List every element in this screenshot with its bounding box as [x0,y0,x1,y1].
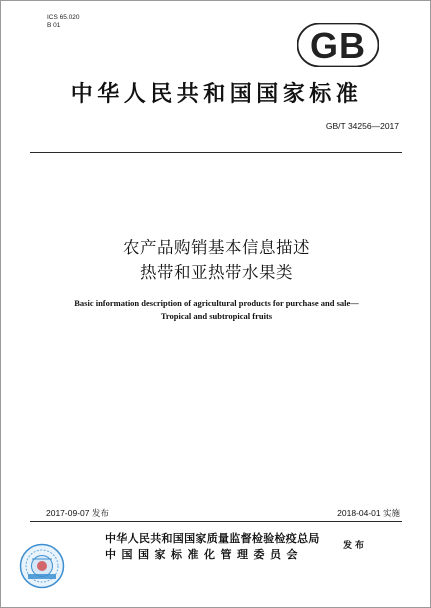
issuer-line-2: 中国国家标准化管理委员会 [105,548,303,561]
implementation-date: 2018-04-01 实施 [337,508,400,518]
chinese-title-line-1: 农产品购销基本信息描述 [123,238,310,257]
english-title-line-1: Basic information description of agricultural products for purchase and sale— [74,298,359,308]
header-divider [30,152,402,153]
gb-logo [297,23,379,67]
english-title-line-2: Tropical and subtropical fruits [160,311,273,321]
issue-date: 2017-09-07 发布 [46,508,109,518]
standard-category-title: 中华人民共和国国家标准 [70,82,363,107]
logo-text: GB [310,25,366,66]
footer-divider [30,521,402,522]
standard-number: GB/T 34256—2017 [325,121,399,131]
ccs-code: B 01 [47,22,61,29]
ics-code: ICS 65.020 [47,14,80,21]
publish-label: 发布 [343,541,368,551]
chinese-title-line-2: 热带和亚热带水果类 [140,263,293,282]
classification-codes [47,14,80,30]
anti-counterfeit-seal-icon [19,543,65,589]
issuer-line-1: 中华人民共和国国家质量监督检验检疫总局 [105,532,320,545]
